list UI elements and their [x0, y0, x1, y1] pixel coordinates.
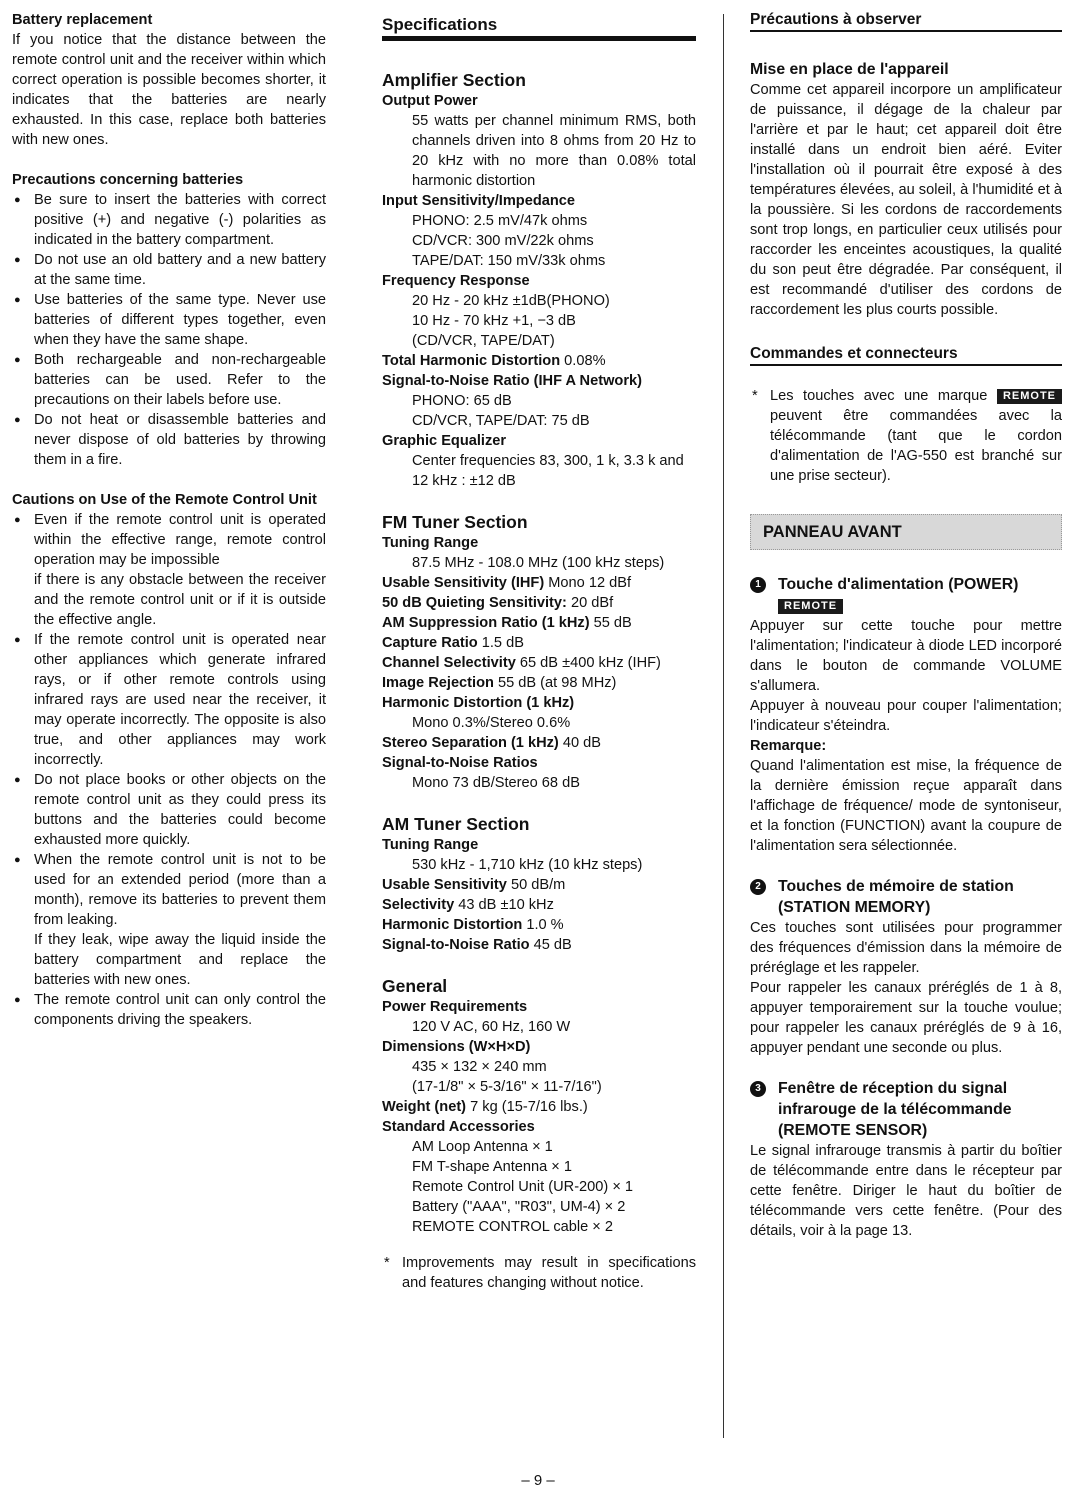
spec-value: 50 dB/m: [510, 877, 566, 893]
page-number: – 9 –: [521, 1472, 555, 1489]
amplifier-section-heading: Amplifier Section: [382, 70, 526, 90]
spec-value: PHONO: 65 dB: [412, 393, 512, 409]
item-text: Appuyer à nouveau pour couper l'alimentation; l'indicateur s'éteindra.: [750, 698, 1062, 734]
spec-value: 0.08%: [564, 353, 606, 369]
spec-row: [382, 915, 696, 935]
spec-row: [382, 1097, 696, 1117]
list-item: ● If the remote control unit is operated near other appliances which generate infrared rays, or if other remote controls using infrared rays are used near the receiver, it may operate incorrectly. The opposite is also true, and other appliances may work incorrectly.: [12, 630, 326, 770]
fm-tuner-section-heading: FM Tuner Section: [382, 512, 528, 532]
remote-badge: REMOTE: [997, 389, 1062, 404]
spec-value: 55 watts per channel minimum RMS, both channels driven into 8 ohms from 20 Hz to 20 kHz with no more than 0.08% total harmonic distortion: [412, 113, 696, 189]
number-1-icon: 1: [750, 577, 766, 593]
list-item: ● Do not heat or disassemble batteries and never dispose of old batteries by throwing them in a fire.: [12, 410, 326, 470]
spec-value: Remote Control Unit (UR-200) × 1: [412, 1179, 634, 1195]
spec-label: 50 dB Quieting Sensitivity:: [382, 595, 567, 611]
spec-value: 1.5 dB: [481, 635, 524, 651]
spec-value: 65 dB ±400 kHz (IHF): [519, 655, 661, 671]
list-item: ● Do not place books or other objects on the remote control unit as they could press its buttons and the batteries could become exhausted more quickly.: [12, 770, 326, 850]
spec-value: 120 V AC, 60 Hz, 160 W: [412, 1019, 571, 1035]
spec-value: 87.5 MHz - 108.0 MHz (100 kHz steps): [412, 555, 665, 571]
item-text: Ces touches sont utilisées pour programmer des fréquences d'émission dans la mémoire de préréglage et les rappeler.: [750, 920, 1062, 976]
spec-label: Frequency Response: [382, 273, 530, 289]
spec-value: CD/VCR, TAPE/DAT: 75 dB: [412, 413, 590, 429]
spec-value: 20 dBf: [570, 595, 614, 611]
spec-row: [382, 653, 696, 673]
spec-row: [382, 935, 696, 955]
install-heading: Mise en place de l'appareil: [750, 61, 949, 78]
number-3-icon: 3: [750, 1081, 766, 1097]
spec-value: (17-1/8" × 5-3/16" × 11-7/16"): [412, 1079, 602, 1095]
note-text: Improvements may result in specifications and features changing without notice.: [402, 1255, 696, 1291]
spec-row: [382, 875, 696, 895]
item-power-heading: [750, 574, 1062, 616]
spec-label: Power Requirements: [382, 999, 528, 1015]
battery-precautions-list: [12, 190, 326, 470]
spec-label: Harmonic Distortion: [382, 917, 523, 933]
spec-value: 40 dB: [562, 735, 601, 751]
spec-row: [382, 351, 696, 371]
am-tuner-section-heading: AM Tuner Section: [382, 814, 530, 834]
spec-row: [382, 593, 696, 613]
spec-value: 43 dB ±10 kHz: [458, 897, 554, 913]
remote-cautions-list: [12, 510, 326, 1030]
spec-value: Battery ("AAA", "R03", UM-4) × 2: [412, 1199, 626, 1215]
caution-text: Even if the remote control unit is operated within the effective range, remote control operation may be impossible: [34, 512, 326, 568]
item-title: Touche d'alimentation (POWER): [778, 576, 1019, 593]
list-item: ● The remote control unit can only control the components driving the speakers.: [12, 990, 326, 1030]
spec-value: Mono 12 dBf: [548, 575, 632, 591]
caution-text: If they leak, wipe away the liquid inside the battery compartment and replace the batteries with new ones.: [34, 932, 326, 988]
spec-value: PHONO: 2.5 mV/47k ohms: [412, 213, 588, 229]
spec-value: AM Loop Antenna × 1: [412, 1139, 553, 1155]
controls-heading: Commandes et connecteurs: [750, 344, 1062, 366]
item-text: Le signal infrarouge transmis à partir du boîtier de télécommande entre dans le récepteur par cette fenêtre. Diriger le haut du boîtier de télécommande vers cette fenêtre. (Pour des détails, voir à la page 13.: [750, 1143, 1062, 1239]
list-item: [12, 850, 326, 990]
number-2-icon: 2: [750, 879, 766, 895]
spec-label: Signal-to-Noise Ratio (IHF A Network): [382, 373, 642, 389]
spec-row: [382, 573, 696, 593]
item-title: Fenêtre de réception du signal infrarouge de la télécommande (REMOTE SENSOR): [778, 1080, 1012, 1139]
spec-value: (CD/VCR, TAPE/DAT): [412, 333, 555, 349]
note-text: Les touches avec une marque: [770, 388, 988, 404]
list-item: ● Do not use an old battery and a new battery at the same time.: [12, 250, 326, 290]
spec-value: TAPE/DAT: 150 mV/33k ohms: [412, 253, 606, 269]
spec-value: 7 kg (15-7/16 lbs.): [470, 1099, 588, 1115]
remark-text: Quand l'alimentation est mise, la fréquence de la dernière émission reçue apparaît dans l'affichage de fréquence/ mode de syntoniseur, et la fonction (FUNCTION) avant la coupure de l'alimentation sera sélectionnée.: [750, 758, 1062, 854]
list-item: ● Both rechargeable and non-rechargeable batteries can be used. Refer to the precautions on their labels before use.: [12, 350, 326, 410]
spec-row: [382, 633, 696, 653]
spec-row: [382, 895, 696, 915]
spec-label: Selectivity: [382, 897, 455, 913]
spec-value: Center frequencies 83, 300, 1 k, 3.3 k and 12 kHz : ±12 dB: [412, 453, 684, 489]
spec-label: Total Harmonic Distortion: [382, 353, 561, 369]
battery-replacement-text: If you notice that the distance between the remote control unit and the receiver within which correct operation is possible becomes shorter, it indicates that the batteries are nearly exhausted. In this case, replace both batteries with new ones.: [12, 32, 326, 148]
spec-value: Mono 73 dB/Stereo 68 dB: [412, 775, 580, 791]
item-remote-sensor-heading: [750, 1078, 1062, 1141]
spec-value: 10 Hz - 70 kHz +1, −3 dB: [412, 313, 576, 329]
caution-text: When the remote control unit is not to be used for an extended period (more than a month), remove its batteries to prevent them from leaking.: [34, 852, 326, 928]
spec-value: 45 dB: [533, 937, 572, 953]
spec-label: Signal-to-Noise Ratio: [382, 937, 530, 953]
spec-label: Channel Selectivity: [382, 655, 516, 671]
spec-value: 435 × 132 × 240 mm: [412, 1059, 547, 1075]
spec-value: CD/VCR: 300 mV/22k ohms: [412, 233, 594, 249]
column-remote-batteries: [12, 10, 326, 1030]
spec-value: FM T-shape Antenna × 1: [412, 1159, 572, 1175]
front-panel-heading: PANNEAU AVANT: [750, 514, 1062, 550]
list-item: ● Be sure to insert the batteries with correct positive (+) and negative (-) polarities as indicated in the battery compartment.: [12, 190, 326, 250]
item-title: Touches de mémoire de station (STATION MEMORY): [778, 878, 1014, 916]
spec-row: [382, 673, 696, 693]
spec-label: Capture Ratio: [382, 635, 478, 651]
list-item: ● Use batteries of the same type. Never use batteries of different types together, even when they have the same shape.: [12, 290, 326, 350]
spec-label: Input Sensitivity/Impedance: [382, 193, 576, 209]
caution-text: if there is any obstacle between the receiver and the remote control unit or if it is outside the effective angle.: [34, 572, 326, 628]
column-divider: [723, 14, 724, 1438]
item-text: Appuyer sur cette touche pour mettre l'alimentation; l'indicateur à diode LED incorporé dans le bouton de commande VOLUME s'allumera.: [750, 618, 1062, 694]
install-text: Comme cet appareil incorpore un amplificateur de puissance, il dégage de la chaleur par l'arrière et par le haut; cet appareil doit être installé dans un endroit bien aéré. Eviter l'installation où il pourrait être exposé à des températures élevées, au soleil, à l'humidité et à la poussière. Si les cordons de raccordements sont trop longs, en particulier ceux utilisés pour raccorder les enceintes acoustiques, la qualité du son peut être dégradée. Par conséquent, il est recommandé d'utiliser des cordons de raccordement les plus courts possible.: [750, 82, 1062, 318]
note-text: peuvent être commandées avec la télécommande (tant que le cordon d'alimentation de l'AG-550 est branché sur une prise secteur).: [770, 408, 1062, 484]
remote-note: [750, 386, 1062, 486]
asterisk: *: [384, 1255, 390, 1271]
spec-label: Stereo Separation (1 kHz): [382, 735, 559, 751]
battery-precautions-heading: Precautions concerning batteries: [12, 172, 244, 188]
spec-label: Dimensions (W×H×D): [382, 1039, 531, 1055]
spec-value: 20 Hz - 20 kHz ±1dB(PHONO): [412, 293, 610, 309]
spec-value: REMOTE CONTROL cable × 2: [412, 1219, 613, 1235]
spec-row: [382, 613, 696, 633]
spec-label: Image Rejection: [382, 675, 494, 691]
precautions-heading: Précautions à observer: [750, 10, 1062, 32]
spec-value: 55 dB (at 98 MHz): [497, 675, 617, 691]
spec-label: Weight (net): [382, 1099, 467, 1115]
spec-label: AM Suppression Ratio (1 kHz): [382, 615, 590, 631]
asterisk: *: [752, 388, 758, 404]
general-section-heading: General: [382, 976, 448, 996]
spec-label: Output Power: [382, 93, 478, 109]
specs-note: [382, 1253, 696, 1293]
battery-replacement-heading: Battery replacement: [12, 12, 153, 28]
remote-cautions-heading: Cautions on Use of the Remote Control Unit: [12, 492, 317, 508]
spec-label: Tuning Range: [382, 837, 479, 853]
column-precautions-fr: [750, 10, 1062, 1241]
remote-badge: REMOTE: [778, 599, 843, 614]
spec-label: Tuning Range: [382, 535, 479, 551]
spec-label: Standard Accessories: [382, 1119, 535, 1135]
spec-value: Mono 0.3%/Stereo 0.6%: [412, 715, 571, 731]
spec-label: Usable Sensitivity: [382, 877, 507, 893]
spec-value: 1.0 %: [526, 917, 564, 933]
spec-label: Graphic Equalizer: [382, 433, 507, 449]
spec-label: Harmonic Distortion (1 kHz): [382, 695, 575, 711]
column-specifications: [382, 10, 696, 1293]
spec-label: Signal-to-Noise Ratios: [382, 755, 538, 771]
item-text: Pour rappeler les canaux préréglés de 1 à 8, appuyer temporairement sur la touche voulue; pour rappeler les canaux préréglés de 9 à 16, appuyer pendant une seconde ou plus.: [750, 980, 1062, 1056]
list-item: [12, 510, 326, 630]
spec-label: Usable Sensitivity (IHF): [382, 575, 545, 591]
specifications-heading: Specifications: [382, 14, 696, 41]
remark-label: Remarque:: [750, 738, 827, 754]
spec-value: 55 dB: [593, 615, 632, 631]
spec-value: 530 kHz - 1,710 kHz (10 kHz steps): [412, 857, 643, 873]
item-station-memory-heading: [750, 876, 1062, 918]
spec-row: [382, 733, 696, 753]
